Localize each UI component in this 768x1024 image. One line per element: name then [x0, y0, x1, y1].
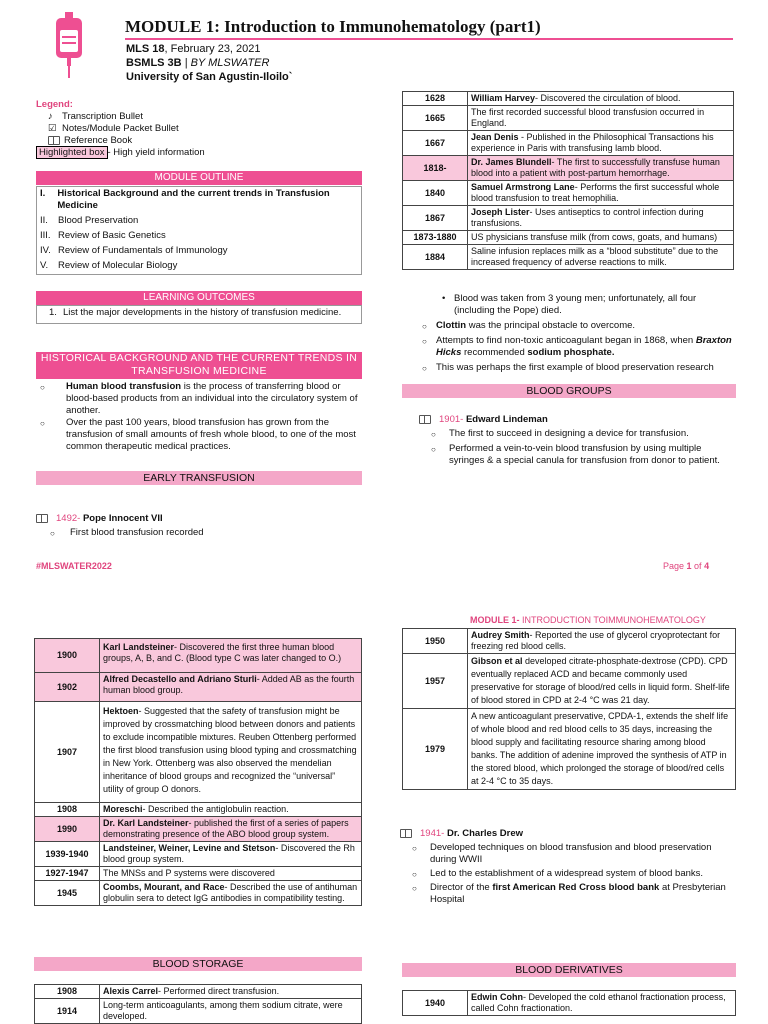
- page-total: 4: [704, 561, 710, 571]
- table-row: [35, 985, 362, 999]
- outline-num: II.: [40, 215, 48, 226]
- year-cell: 1907: [35, 702, 100, 803]
- desc-text: US physicians transfuse milk (from cows, goats, and humans): [471, 232, 718, 242]
- table-row: [35, 803, 362, 817]
- bullet-text: at Presbyterian Hospital: [430, 882, 726, 905]
- desc-text: - Uses antiseptics to control infection during transfusions.: [471, 207, 704, 228]
- year-cell: 1818-: [403, 156, 468, 181]
- desc-cell: [100, 985, 362, 999]
- year-cell: 1914: [35, 999, 100, 1024]
- person-name: Coombs, Mourant, and Race: [103, 882, 225, 892]
- desc-text: - Performs the first successful whole blood transfusion to treat hemophilia.: [471, 182, 720, 203]
- book-icon: [400, 829, 412, 838]
- bullet-text: First blood transfusion recorded: [70, 527, 204, 538]
- desc-text: The MNSs and P systems were discovered: [103, 868, 275, 878]
- desc-cell: [100, 881, 362, 906]
- table-row: [35, 639, 362, 673]
- desc-text: A new anticoagulant preservative, CPDA-1, extends the shelf life of whole blood and red blood cells to 35 days, increasing the blood supply and facilitating resource sharing among blood banks. The addition of adenine improved the synthesis of ATP in the stored blood, which prolonged the storage of blood/red cells at 2-4 °C to 35 days.: [471, 711, 729, 786]
- desc-cell: [468, 245, 734, 270]
- note-bullet: [422, 320, 736, 332]
- person-name: Edwin Cohn: [471, 992, 523, 1002]
- person-name: Alfred Decastello and Adriano Sturli: [103, 674, 257, 684]
- person-name: Dr. James Blundell: [471, 157, 552, 167]
- outline-text: Blood Preservation: [58, 215, 139, 226]
- desc-cell: [100, 867, 362, 881]
- blood-storage-table: [34, 984, 362, 1024]
- outline-item: [37, 230, 361, 242]
- drew-entry: [400, 828, 740, 906]
- footer-tag: #MLSWATER2022: [36, 561, 112, 571]
- entry-bullet: [431, 428, 739, 440]
- legend-item-label: Transcription Bullet: [62, 111, 143, 122]
- table-row: [403, 181, 734, 206]
- year-cell: 1667: [403, 131, 468, 156]
- table-row: [403, 92, 734, 106]
- entry-bullet: [431, 443, 739, 467]
- bullet-text: Director of the: [430, 882, 493, 893]
- desc-text: The first recorded successful blood transfusion occurred in England.: [471, 107, 705, 128]
- outline-text: Review of Basic Genetics: [58, 230, 166, 241]
- desc-cell: [468, 231, 734, 245]
- desc-text: - Discovered the circulation of blood.: [534, 93, 681, 103]
- desc-cell: [100, 702, 362, 803]
- person-name: Karl Landsteiner: [103, 642, 175, 652]
- blood-groups-header: BLOOD GROUPS: [402, 384, 736, 398]
- desc-cell: [468, 156, 734, 181]
- year-cell: 1867: [403, 206, 468, 231]
- table-row: [403, 131, 734, 156]
- table-row: [403, 654, 736, 709]
- desc-text: - Developed the cold ethanol fractionation process, called Cohn fractionation.: [471, 992, 726, 1013]
- historical-bullets: [40, 381, 364, 453]
- desc-text: - Performed direct transfusion.: [158, 986, 280, 996]
- outline-item: [37, 245, 361, 257]
- legend-item-label: Reference Book: [64, 135, 133, 146]
- entry-name: Dr. Charles Drew: [446, 828, 523, 839]
- legend-item-label: Notes/Module Packet Bullet: [62, 123, 179, 134]
- year-cell: 1939-1940: [35, 842, 100, 867]
- person-name: Samuel Armstrong Lane: [471, 182, 575, 192]
- timeline-table-3: [402, 628, 736, 790]
- desc-text: - Described the antiglobulin reaction.: [142, 804, 289, 814]
- course-code: MLS 18: [126, 43, 165, 55]
- person-name: Dr. Karl Landsteiner: [103, 818, 189, 828]
- bullet-text: Attempts to find non-toxic anticoagulant began in 1868, when: [436, 335, 696, 346]
- historical-header: HISTORICAL BACKGROUND AND THE CURRENT TRENDS IN TRANSFUSION MEDICINE: [36, 352, 362, 379]
- year-cell: 1908: [35, 985, 100, 999]
- person-name: Audrey Smith: [471, 630, 530, 640]
- bullet-text: recommended: [461, 347, 528, 358]
- page2-title: INTRODUCTION TOIMMUNOHEMATOLOGY: [519, 615, 706, 625]
- lo-text: List the major developments in the history of transfusion medicine.: [62, 307, 342, 318]
- year-cell: 1950: [403, 629, 468, 654]
- highlighted-box: Highlighted box: [36, 146, 108, 159]
- timeline-table-2: [34, 638, 362, 906]
- desc-cell: [468, 991, 736, 1016]
- year-cell: 1873-1880: [403, 231, 468, 245]
- entry-year: 1901-: [439, 414, 464, 425]
- outline-num: IV.: [40, 245, 51, 256]
- table-row: [403, 206, 734, 231]
- bold-term: Clottin: [436, 320, 467, 331]
- desc-text: - Reported the use of glycerol cryoprotectant for freezing red blood cells.: [471, 630, 721, 651]
- desc-cell: [100, 803, 362, 817]
- desc-cell: [468, 629, 736, 654]
- year-cell: 1665: [403, 106, 468, 131]
- person-name: Hektoen: [103, 706, 139, 716]
- year-cell: 1927-1947: [35, 867, 100, 881]
- outline-text: Review of Molecular Biology: [58, 260, 178, 271]
- desc-cell: [468, 131, 734, 156]
- person-name: William Harvey: [471, 93, 535, 103]
- desc-text: - Described the use of antihuman globulin sera to detect IgG antibodies in compatibility testing.: [103, 882, 358, 903]
- note-bullet: [422, 362, 736, 374]
- outline-num: III.: [40, 230, 51, 241]
- entry-bullet: [50, 527, 360, 539]
- outline-num: V.: [40, 260, 49, 271]
- derivatives-table: [402, 990, 736, 1016]
- table-row: [35, 842, 362, 867]
- table-row: [403, 709, 736, 790]
- bold-term: Braxton Hicks: [436, 335, 732, 358]
- legend: [36, 99, 366, 159]
- outline-text: Review of Fundamentals of Immunology: [58, 245, 228, 256]
- section: BSMLS 3B: [126, 57, 182, 69]
- year-cell: 1900: [35, 639, 100, 673]
- desc-text: Saline infusion replaces milk as a “blood substitute” due to the increased frequency of adverse reactions to milk.: [471, 246, 719, 267]
- entry-name: Pope Innocent VII: [82, 513, 163, 524]
- notes-icon: ☑: [48, 123, 57, 134]
- year-cell: 1990: [35, 817, 100, 842]
- table-row: [403, 106, 734, 131]
- person-name: Alexis Carrel: [103, 986, 159, 996]
- module-outline: [36, 186, 362, 275]
- lindeman-entry: [419, 414, 739, 467]
- page2-header: [470, 615, 706, 625]
- desc-cell: [468, 206, 734, 231]
- desc-cell: [468, 181, 734, 206]
- desc-cell: [100, 673, 362, 702]
- blood-bag-icon: [48, 12, 90, 80]
- desc-text: - Discovered the Rh blood group system.: [103, 843, 355, 864]
- table-row: [35, 867, 362, 881]
- header-date: , February 23, 2021: [164, 43, 261, 55]
- page-prefix: Page: [663, 561, 687, 571]
- blood-storage-header: BLOOD STORAGE: [34, 957, 362, 971]
- entry-year: 1492-: [56, 513, 81, 524]
- desc-cell: [468, 709, 736, 790]
- timeline-table-1: [402, 91, 734, 270]
- desc-text: developed citrate-phosphate-dextrose (CPD). CPD eventually replaced ACD and became commonly used preservative for storage of blood/red cells in liquid form. Shelf-life of blood stored in CPD at 2-4 °C was 21 day.: [471, 656, 730, 705]
- lo-num: 1.: [49, 307, 57, 318]
- page-mid: of: [691, 561, 705, 571]
- year-cell: 1908: [35, 803, 100, 817]
- bullet-text: Performed a vein-to-vein blood transfusion by using multiple syringes & a special canula for transfusion from donor to patient.: [449, 443, 720, 466]
- blood-bag-logo: [48, 12, 90, 80]
- outline-num: I.: [40, 188, 46, 199]
- entry-year: 1941-: [420, 828, 445, 839]
- year-cell: 1840: [403, 181, 468, 206]
- after-table-notes: [402, 293, 736, 374]
- desc-text: Long-term anticoagulants, among them sodium citrate, were developed.: [103, 1000, 343, 1021]
- page-number: [663, 561, 709, 571]
- entry-bullet: [412, 842, 740, 866]
- bullet-text: Blood was taken from 3 young men; unfortunately, all four (including the Pope) died.: [454, 293, 697, 316]
- legend-item: [48, 111, 366, 123]
- table-row: [35, 673, 362, 702]
- page-num: 1: [686, 561, 692, 571]
- table-row: [35, 817, 362, 842]
- year-cell: 1957: [403, 654, 468, 709]
- historical-bullet: [40, 417, 364, 453]
- entry-bullet: [412, 868, 740, 880]
- note-bullet: [422, 335, 736, 359]
- table-row: [35, 881, 362, 906]
- desc-text: - Discovered the first three human blood groups, A, B, and C. (Blood type C was later changed to O.): [103, 642, 342, 663]
- transcription-icon: ♪: [48, 111, 53, 122]
- book-icon: [419, 415, 431, 424]
- bullet-text: This was perhaps the first example of blood preservation research: [436, 362, 714, 373]
- bullet-text: Over the past 100 years, blood transfusion has grown from the transfusion of small amounts of fresh whole blood, to one of the most common therapeutic medical practices.: [66, 417, 356, 452]
- year-cell: 1945: [35, 881, 100, 906]
- dot-bullet: [402, 293, 736, 317]
- bullet-text: is the process of transferring blood or blood-based products from an individual into the circulatory system of another.: [66, 381, 358, 416]
- desc-cell: [100, 842, 362, 867]
- early-entry: [36, 513, 360, 539]
- early-transfusion-header: EARLY TRANSFUSION: [36, 471, 362, 485]
- person-name: Joseph Lister: [471, 207, 530, 217]
- table-row: [403, 156, 734, 181]
- table-row: [35, 999, 362, 1024]
- table-row: [403, 245, 734, 270]
- book-icon: [48, 136, 60, 145]
- outline-item: [37, 215, 361, 227]
- desc-cell: [100, 817, 362, 842]
- desc-text: - The first to successfully transfuse human blood into a patient with post-partum hemorrhage.: [471, 157, 720, 178]
- book-icon: [36, 514, 48, 523]
- desc-cell: [468, 654, 736, 709]
- outline-item: [37, 188, 361, 212]
- bold-term: Human blood transfusion: [66, 381, 182, 392]
- table-row: [403, 231, 734, 245]
- historical-bullet: [40, 381, 364, 417]
- legend-title: Legend:: [36, 99, 73, 110]
- desc-text: - Added AB as the fourth human blood group.: [103, 674, 355, 695]
- header-meta: [126, 42, 292, 84]
- blood-derivatives-header: BLOOD DERIVATIVES: [402, 963, 736, 977]
- person-name: Landsteiner, Weiner, Levine and Stetson: [103, 843, 276, 853]
- learning-outcomes-header: LEARNING OUTCOMES: [36, 291, 362, 305]
- bullet-text: was the principal obstacle to overcome.: [466, 320, 636, 331]
- legend-item: [48, 123, 366, 135]
- year-cell: 1979: [403, 709, 468, 790]
- entry-bullet: [412, 882, 740, 906]
- desc-cell: [468, 92, 734, 106]
- entry-name: Edward Lindeman: [465, 414, 548, 425]
- desc-text: - Published in the Philosophical Transactions his experience in Paris with transfusing lamb blood.: [471, 132, 714, 153]
- table-row: [35, 702, 362, 803]
- highlight-desc: - High yield information: [107, 147, 205, 158]
- table-row: [403, 991, 736, 1016]
- outline-item: [37, 260, 361, 272]
- desc-cell: [100, 639, 362, 673]
- university: University of San Agustin-Iloilo`: [126, 71, 293, 83]
- bullet-dot: •: [442, 293, 446, 304]
- bullet-text: The first to succeed in designing a device for transfusion.: [449, 428, 689, 439]
- bullet-text: Developed techniques on blood transfusion and blood preservation during WWII: [430, 842, 712, 865]
- table-row: [403, 629, 736, 654]
- year-cell: 1902: [35, 673, 100, 702]
- person-name: Moreschi: [103, 804, 143, 814]
- desc-text: - Suggested that the safety of transfusion might be improved by crossmatching blood between donors and patients to exclude incompatible mixtures. Reuben Ottenberg performed the first blood transfusion using blood typing and crossmatching in New York. Ottenberg was also observed the mendelian inheritance of blood groups and recognized the “universal” utility of group O donors.: [103, 706, 357, 794]
- learning-outcome: [36, 305, 362, 324]
- year-cell: 1940: [403, 991, 468, 1016]
- bold-term: sodium phosphate.: [527, 347, 615, 358]
- desc-text: - published the first of a series of papers demonstrating presence of the ABO blood group system.: [103, 818, 349, 839]
- title-underline: [125, 38, 733, 40]
- outline-text: Historical Background and the current trends in Transfusion Medicine: [57, 188, 330, 211]
- person-name: Jean Denis: [471, 132, 519, 142]
- desc-cell: [100, 999, 362, 1024]
- person-name: Gibson et al: [471, 656, 523, 666]
- author: | BY MLSWATER: [181, 57, 270, 69]
- module-outline-header: MODULE OUTLINE: [36, 171, 362, 185]
- year-cell: 1628: [403, 92, 468, 106]
- year-cell: 1884: [403, 245, 468, 270]
- page2-module: MODULE 1-: [470, 615, 520, 625]
- bold-term: first American Red Cross blood bank: [492, 882, 660, 893]
- module-title: MODULE 1: Introduction to Immunohematology (part1): [125, 17, 541, 36]
- desc-cell: [468, 106, 734, 131]
- bullet-text: Led to the establishment of a widespread system of blood banks.: [430, 868, 704, 879]
